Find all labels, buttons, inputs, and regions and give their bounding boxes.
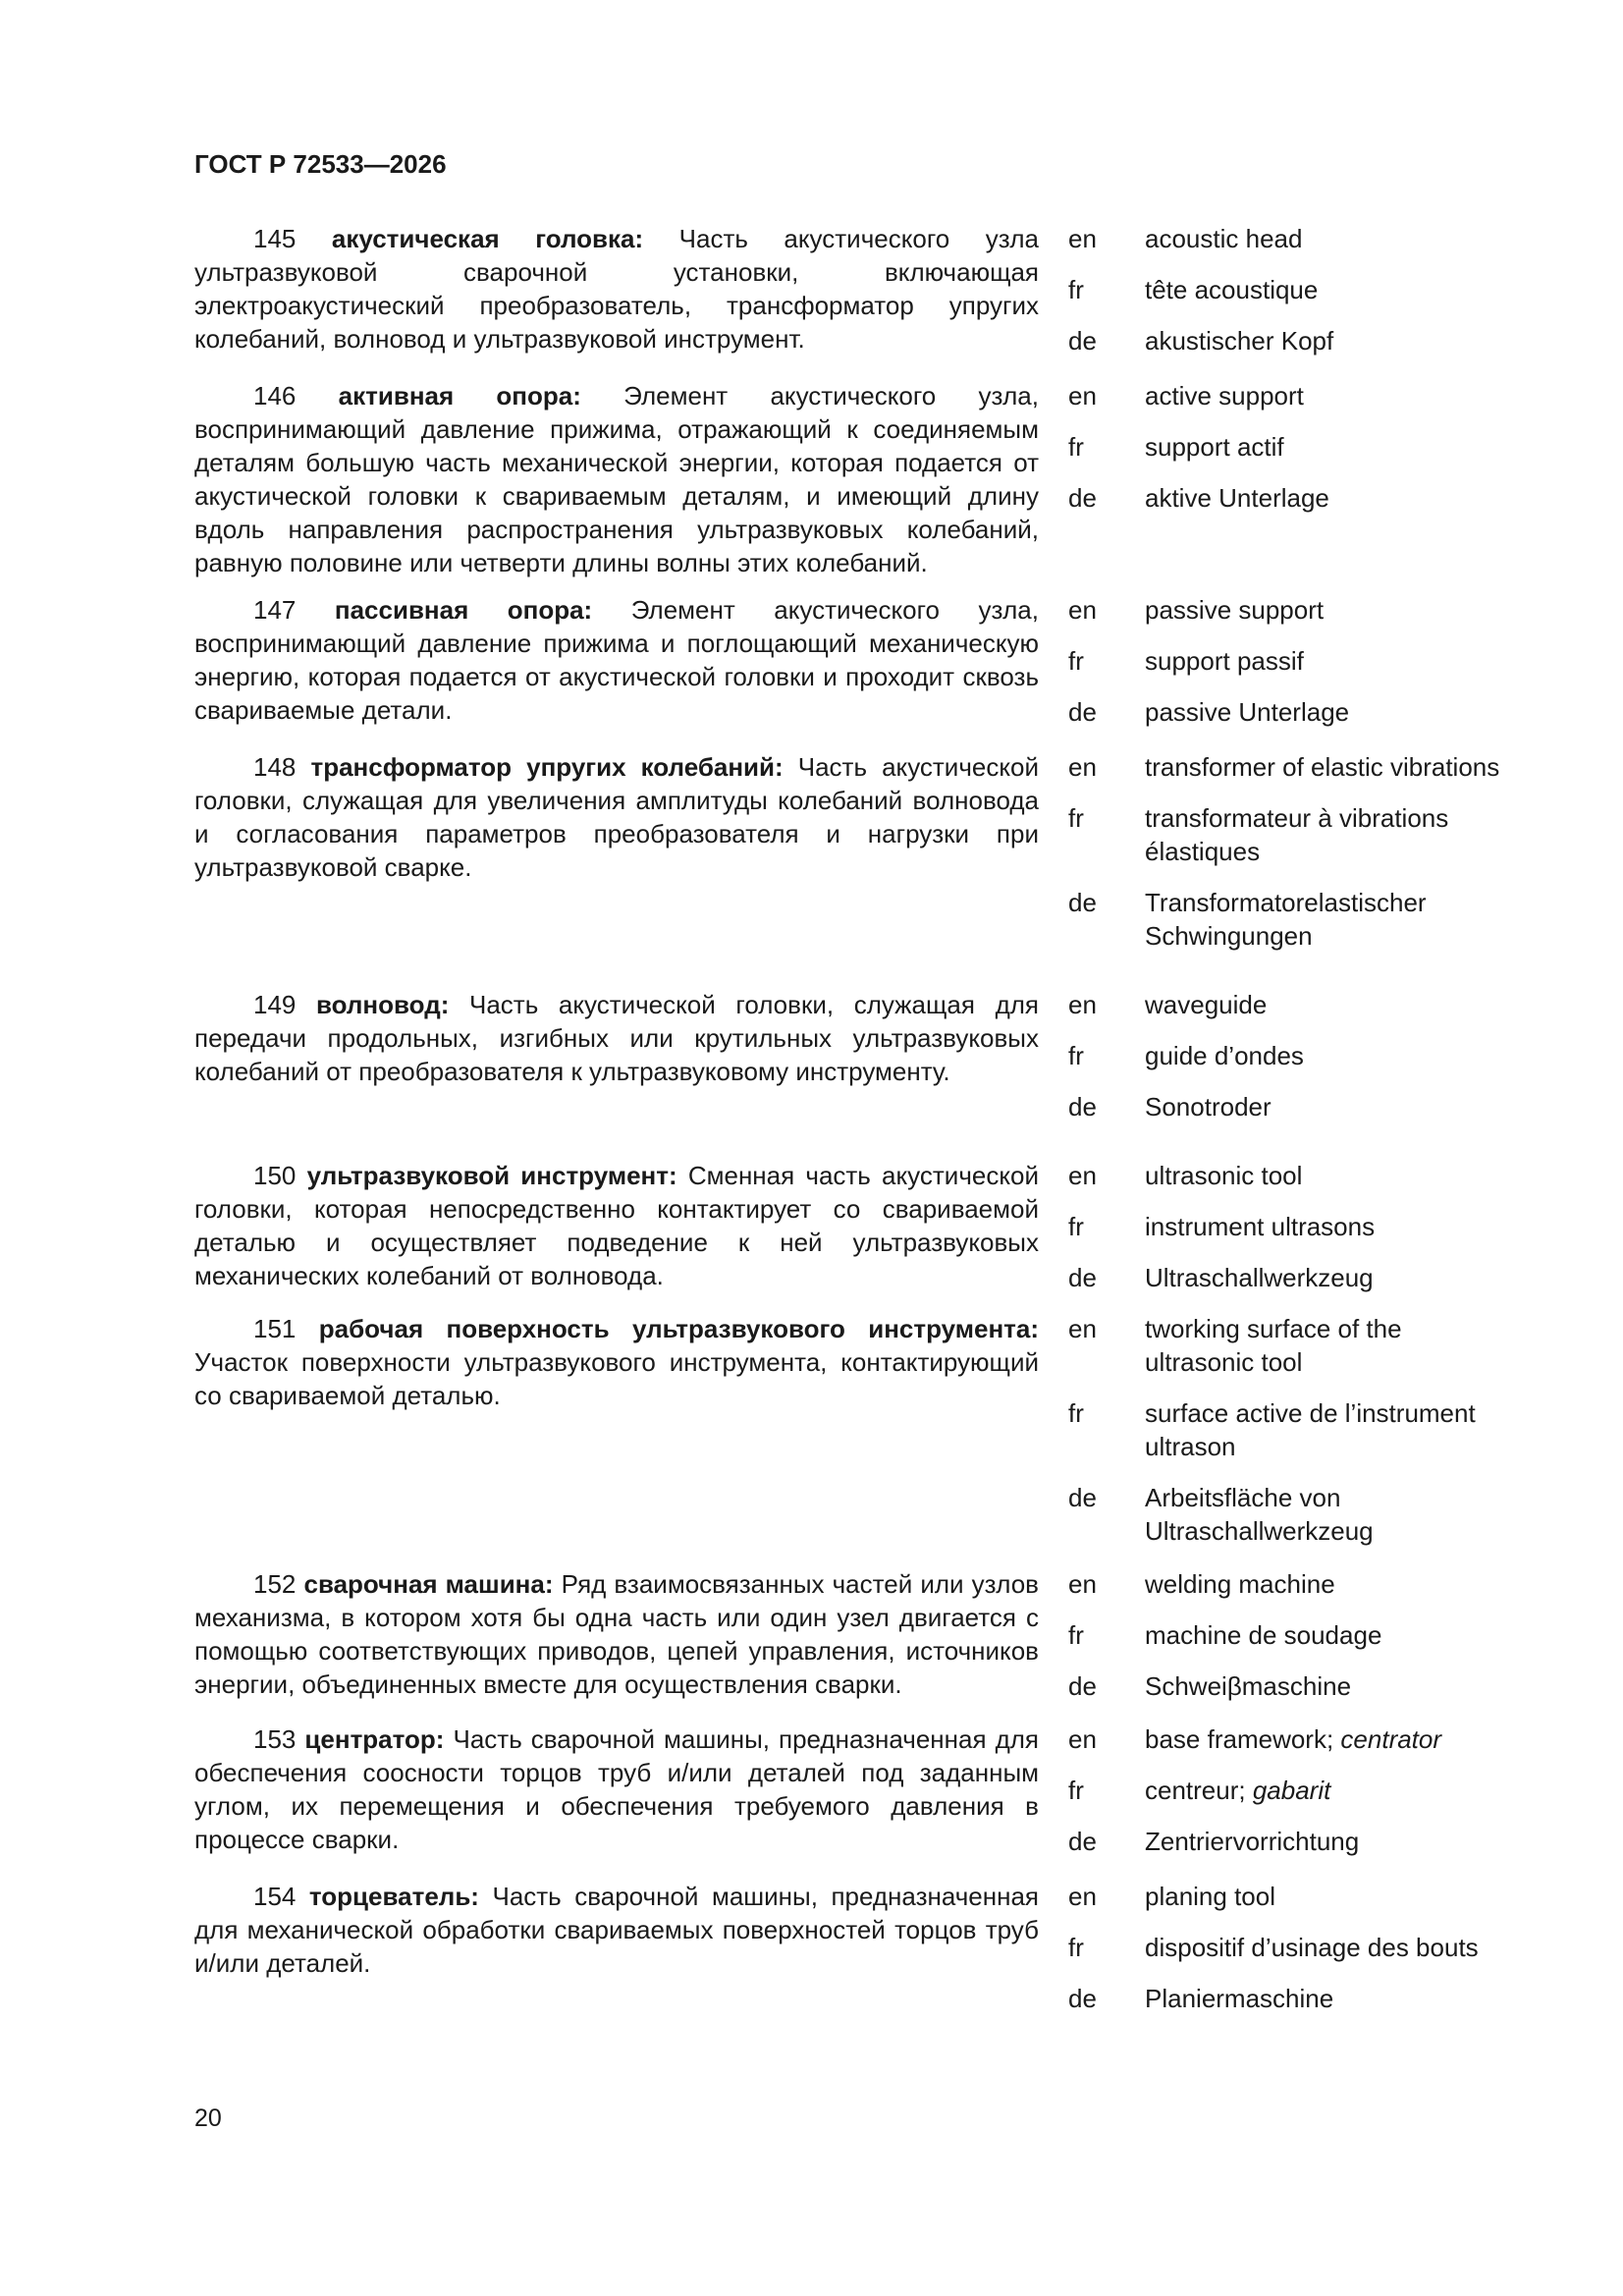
term-name: центратор: [304,1724,445,1754]
term-entry-153 [194,1722,1515,1858]
term-number: 154 [253,1882,297,1911]
equivalent-de [1068,886,1515,953]
equivalent-term-text: machine de soudage [1145,1620,1382,1650]
equivalent-en [1068,1722,1515,1756]
term-definition-block [194,1567,1039,1703]
foreign-equivalents [1068,1567,1515,1703]
equivalent-fr [1068,1210,1515,1243]
term-number: 152 [253,1569,297,1599]
language-code: fr [1068,1398,1084,1428]
language-code: fr [1068,1933,1084,1962]
term-number: 149 [253,990,297,1019]
term-entry-152 [194,1567,1515,1703]
term-definition-block [194,379,1039,579]
term-definition: Часть акустической головки, служащая для передачи продольных, изгибных или крутильных ультразвуковых колебаний от преобразователя к ультразвуковому инструменту. [194,990,1040,1086]
term-entry-149 [194,988,1515,1123]
language-code: de [1068,483,1097,513]
term-definition: Часть акустической головки, служащая для увеличения амплитуды колебаний волновода и согласования параметров преобразователя и нагрузки при ультразвуковой сварке. [194,752,1039,882]
term-entry-151 [194,1312,1515,1548]
equivalent-term [1145,988,1515,1021]
language-code: de [1068,1263,1097,1292]
equivalent-fr [1068,1396,1515,1463]
term-definition-block [194,222,1039,357]
equivalent-term-text: Arbeitsfläche von Ultraschallwerkzeug [1145,1483,1374,1546]
equivalent-term-text: planing tool [1145,1882,1275,1911]
term-number: 146 [253,381,297,410]
equivalent-term [1145,644,1515,678]
term-definition: Часть акустического узла ультразвуковой сварочной установки, включающая электроакустический преобразователь, трансформатор упругих колебаний, волновод и ультразвуковой инструмент. [194,224,1039,354]
term-entry-145 [194,222,1515,357]
foreign-equivalents [1068,1312,1515,1548]
language-code: en [1068,990,1097,1019]
foreign-equivalents [1068,593,1515,729]
equivalent-de [1068,1825,1515,1858]
language-code: fr [1068,275,1084,304]
language-code: de [1068,1092,1097,1121]
term-definition: Элемент акустического узла, воспринимающий давление прижима, отражающий к соединяемым деталям большую часть механической энергии, которая подается от акустической головки к свариваемым деталям, и имеющий длину вдоль направления распространения ультразвуковых колебаний, равную половине или четверти длины волны этих колебаний. [194,381,1039,577]
foreign-equivalents [1068,1159,1515,1294]
equivalent-en [1068,1312,1515,1379]
term-name: сварочная машина: [303,1569,554,1599]
term-definition: Часть сварочной машины, предназначенная для обеспечения соосности торцов труб и/или деталей под заданным углом, их перемещения и обеспечения требуемого давления в процессе сварки. [194,1724,1039,1854]
term-definition: Сменная часть акустической головки, которая непосредственно контактирует со свариваемой деталью и осуществляет подведение к ней ультразвуковых механических колебаний от волновода. [194,1161,1039,1290]
equivalent-term-alt: gabarit [1252,1776,1331,1805]
equivalent-fr [1068,1774,1515,1807]
term-number: 153 [253,1724,297,1754]
equivalent-term [1145,1159,1515,1192]
term-definition-block [194,1312,1039,1548]
equivalent-term-text: Ultraschallwerkzeug [1145,1263,1374,1292]
term-name: рабочая поверхность ультразвукового инструмента: [318,1314,1039,1343]
term-number: 151 [253,1314,297,1343]
language-code: de [1068,326,1097,355]
equivalent-term [1145,1312,1515,1379]
equivalent-term-text: Zentriervorrichtung [1145,1827,1360,1856]
equivalent-de [1068,1090,1515,1123]
term-entry-150 [194,1159,1515,1294]
language-code: fr [1068,646,1084,676]
term-name: торцеватель: [308,1882,479,1911]
equivalent-term-text: guide d’ondes [1145,1041,1304,1070]
terms-list [194,222,1515,2015]
equivalent-term [1145,593,1515,627]
equivalent-en [1068,1880,1515,1913]
language-code: en [1068,1314,1097,1343]
equivalent-term-text: Transformatorelastischer Schwingungen [1145,888,1427,951]
language-code: en [1068,381,1097,410]
equivalent-term [1145,1618,1515,1652]
equivalent-fr [1068,1039,1515,1072]
term-number: 145 [253,224,297,253]
equivalent-term [1145,801,1515,868]
equivalent-fr [1068,273,1515,306]
language-code: fr [1068,1212,1084,1241]
term-entry-146 [194,379,1515,579]
foreign-equivalents [1068,1880,1515,2015]
term-definition-block [194,1159,1039,1294]
equivalent-term-text: support passif [1145,646,1304,676]
equivalent-term-text: welding machine [1145,1569,1335,1599]
page-number: 20 [194,2105,222,2132]
language-code: fr [1068,432,1084,462]
term-name: ультразвуковой инструмент: [306,1161,677,1190]
foreign-equivalents [1068,222,1515,357]
equivalent-en [1068,593,1515,627]
language-code: en [1068,1882,1097,1911]
equivalent-fr [1068,430,1515,464]
equivalent-fr [1068,1931,1515,1964]
equivalent-term [1145,695,1515,729]
language-code: de [1068,1671,1097,1701]
term-name: трансформатор упругих колебаний: [310,752,784,782]
equivalent-de [1068,481,1515,515]
equivalent-term [1145,1481,1515,1548]
term-number: 148 [253,752,297,782]
equivalent-term-text: Sonotroder [1145,1092,1271,1121]
language-code: en [1068,1569,1097,1599]
equivalent-term [1145,1039,1515,1072]
language-code: en [1068,1161,1097,1190]
equivalent-de [1068,1982,1515,2015]
equivalent-term [1145,1774,1515,1807]
equivalent-term-text: support actif [1145,432,1284,462]
term-number: 150 [253,1161,297,1190]
term-definition: Элемент акустического узла, воспринимающий давление прижима и поглощающий механическую энергию, которая подается от акустической головки и проходит сквозь свариваемые детали. [194,595,1039,725]
equivalent-term-text: active support [1145,381,1304,410]
equivalent-en [1068,750,1515,784]
language-code: fr [1068,1776,1084,1805]
term-definition: Ряд взаимосвязанных частей или узлов механизма, в котором хотя бы одна часть или один узел двигается с помощью соответствующих приводов, цепей управления, источников энергии, объединенных вместе для осуществления сварки. [194,1569,1039,1699]
equivalent-term-text: instrument ultrasons [1145,1212,1376,1241]
document-header: ГОСТ Р 72533—2026 [194,149,447,179]
foreign-equivalents [1068,988,1515,1123]
term-name: волновод: [316,990,450,1019]
equivalent-term-text: base framework; [1145,1724,1334,1754]
term-definition-block [194,593,1039,729]
equivalent-term [1145,886,1515,953]
equivalent-en [1068,1567,1515,1601]
equivalent-term [1145,481,1515,515]
equivalent-term [1145,1567,1515,1601]
equivalent-term [1145,1396,1515,1463]
term-name: пассивная опора: [334,595,593,625]
equivalent-term [1145,324,1515,357]
term-entry-148 [194,750,1515,953]
term-entry-147 [194,593,1515,729]
term-definition-block [194,988,1039,1123]
language-code: en [1068,1724,1097,1754]
term-definition: Участок поверхности ультразвукового инструмента, контактирующий со свариваемой деталью. [194,1347,1039,1410]
equivalent-term-text: aktive Unterlage [1145,483,1329,513]
equivalent-term [1145,1982,1515,2015]
equivalent-term [1145,379,1515,412]
equivalent-en [1068,222,1515,255]
term-number: 147 [253,595,297,625]
foreign-equivalents [1068,1722,1515,1858]
language-code: en [1068,224,1097,253]
foreign-equivalents [1068,379,1515,579]
equivalent-term [1145,1261,1515,1294]
equivalent-term [1145,1090,1515,1123]
equivalent-term [1145,1210,1515,1243]
language-code: de [1068,1483,1097,1512]
equivalent-term-text: dispositif d’usinage des bouts [1145,1933,1479,1962]
term-definition-block [194,1880,1039,2015]
equivalent-term-text: centreur; [1145,1776,1246,1805]
equivalent-term [1145,430,1515,464]
equivalent-term-text: ultrasonic tool [1145,1161,1303,1190]
language-code: de [1068,697,1097,727]
equivalent-term [1145,273,1515,306]
equivalent-fr [1068,801,1515,868]
term-name: активная опора: [338,381,581,410]
foreign-equivalents [1068,750,1515,953]
equivalent-term [1145,1825,1515,1858]
equivalent-term [1145,222,1515,255]
term-definition-block [194,1722,1039,1858]
equivalent-en [1068,379,1515,412]
equivalent-term-text: tworking surface of the ultrasonic tool [1145,1314,1402,1377]
equivalent-en [1068,988,1515,1021]
language-code: en [1068,595,1097,625]
equivalent-term [1145,750,1515,784]
equivalent-term-text: surface active de l’instrument ultrason [1145,1398,1476,1461]
equivalent-de [1068,1669,1515,1703]
equivalent-de [1068,1261,1515,1294]
equivalent-term-text: transformer of elastic vibrations [1145,752,1500,782]
equivalent-term [1145,1931,1515,1964]
language-code: en [1068,752,1097,782]
equivalent-de [1068,1481,1515,1548]
equivalent-term [1145,1669,1515,1703]
language-code: de [1068,1984,1097,2013]
equivalent-term-text: transformateur à vibrations élastiques [1145,803,1449,866]
equivalent-en [1068,1159,1515,1192]
language-code: de [1068,888,1097,917]
language-code: fr [1068,1620,1084,1650]
equivalent-term-text: waveguide [1145,990,1268,1019]
equivalent-term-text: passive support [1145,595,1325,625]
equivalent-term [1145,1722,1515,1756]
equivalent-term-text: passive Unterlage [1145,697,1350,727]
term-entry-154 [194,1880,1515,2015]
equivalent-term-text: Planiermaschine [1145,1984,1334,2013]
language-code: fr [1068,1041,1084,1070]
term-definition-block [194,750,1039,953]
equivalent-term-text: Schweiβmaschine [1145,1671,1352,1701]
equivalent-term [1145,1880,1515,1913]
term-definition: Часть сварочной машины, предназначенная для механической обработки свариваемых поверхностей торцов труб и/или деталей. [194,1882,1039,1978]
equivalent-term-text: tête acoustique [1145,275,1319,304]
equivalent-de [1068,324,1515,357]
equivalent-fr [1068,1618,1515,1652]
language-code: de [1068,1827,1097,1856]
language-code: fr [1068,803,1084,833]
equivalent-term-text: acoustic head [1145,224,1303,253]
equivalent-fr [1068,644,1515,678]
equivalent-term-alt: centrator [1340,1724,1442,1754]
equivalent-term-text: akustischer Kopf [1145,326,1334,355]
equivalent-de [1068,695,1515,729]
term-name: акустическая головка: [331,224,644,253]
